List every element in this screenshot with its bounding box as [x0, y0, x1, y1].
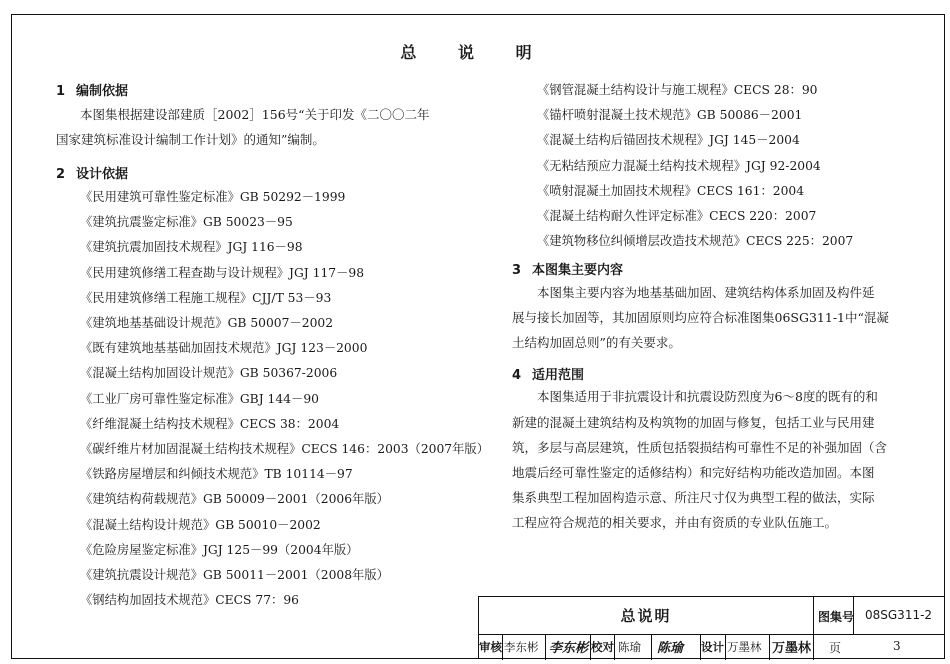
- title-block-divider: [479, 634, 945, 635]
- reference-item: 《建筑结构荷载规范》GB 50009－2001（2006年版）: [80, 492, 389, 507]
- checker-name: 陈瑜: [618, 640, 641, 654]
- atlas-number: 08SG311-2: [865, 608, 933, 622]
- title-block-vline: [769, 634, 770, 660]
- reference-item: 《混凝土结构耐久性评定标准》CECS 220：2007: [537, 209, 817, 223]
- reference-item: 《建筑物移位纠倾增层改造技术规范》CECS 225：2007: [537, 234, 854, 249]
- reviewer-signature: 李东彬: [549, 641, 589, 656]
- reference-item: 《建筑抗震加固技术规程》JGJ 116－98: [80, 240, 303, 255]
- page-number: 3: [893, 639, 901, 653]
- section-4-line-5: 集系典型工程加固构造示意、所注尺寸仅为典型工程的做法，实际: [512, 490, 875, 505]
- section-2-heading: 2 设计依据: [56, 167, 129, 182]
- page-title: 总 说 明: [400, 43, 550, 62]
- reference-item: 《纤维混凝土结构技术规程》CECS 38：2004: [80, 416, 340, 431]
- reference-item: 《建筑抗震设计规范》GB 50011－2001（2008年版）: [80, 568, 389, 582]
- reference-item: 《民用建筑可靠性鉴定标准》GB 50292－1999: [80, 190, 346, 204]
- reference-item: 《工业厂房可靠性鉴定标准》GBJ 144－90: [80, 391, 319, 406]
- reference-item: 《喷射混凝土加固技术规程》CECS 161：2004: [537, 183, 805, 198]
- reference-item: 《既有建筑地基基础加固技术规范》JGJ 123－2000: [80, 341, 368, 356]
- section-4-line-1: 本图集适用于非抗震设计和抗震设防烈度为6～8度的既有的和: [537, 389, 878, 404]
- section-4-heading: 4 适用范围: [512, 368, 585, 383]
- section-1-line-1: 本图集根据建设部建质［2002］156号“关于印发《二〇〇二年: [80, 107, 430, 122]
- title-block-vline: [651, 634, 652, 660]
- title-block-vline: [502, 634, 503, 660]
- designer-signature: 万墨林: [772, 641, 812, 656]
- page-label: 页: [829, 641, 842, 655]
- section-3-line-1: 本图集主要内容为地基基础加固、建筑结构体系加固及构件延: [537, 285, 875, 300]
- atlas-label: 图集号: [818, 610, 855, 624]
- reference-item: 《建筑抗震鉴定标准》GB 50023－95: [80, 215, 293, 230]
- section-3-heading: 3 本图集主要内容: [512, 263, 624, 278]
- review-label: 审核: [479, 640, 502, 654]
- reference-item: 《碳纤维片材加固混凝土结构技术规程》CECS 146：2003（2007年版）: [80, 442, 490, 456]
- section-4-line-2: 新建的混凝土建筑结构及构筑物的加固与修复，包括工业与民用建: [512, 415, 875, 430]
- section-4-line-6: 工程应符合规范的相关要求，并由有资质的专业队伍施工。: [512, 515, 838, 530]
- title-block-vline: [813, 597, 814, 660]
- reference-item: 《危险房屋鉴定标准》JGJ 125－99（2004年版）: [80, 542, 359, 557]
- reference-item: 《建筑地基基础设计规范》GB 50007－2002: [80, 316, 334, 330]
- design-label: 设计: [701, 640, 724, 654]
- checker-signature: 陈瑜: [657, 641, 684, 656]
- section-4-line-4: 地震后经可靠性鉴定的适修结构）和完好结构功能改造加固。本图: [512, 465, 875, 480]
- reference-item: 《无粘结预应力混凝土结构技术规程》JGJ 92-2004: [537, 158, 821, 173]
- reference-item: 《钢结构加固技术规范》CECS 77：96: [80, 593, 299, 608]
- reference-item: 《民用建筑修缮工程施工规程》CJJ/T 53－93: [80, 290, 332, 305]
- section-4-line-3: 筑，多层与高层建筑，性质包括裂损结构可靠性不足的补强加固（含: [512, 440, 888, 455]
- reference-item: 《铁路房屋增层和纠倾技术规范》TB 10114－97: [80, 467, 353, 482]
- title-block-vline: [725, 634, 726, 660]
- title-block-vline: [614, 634, 615, 660]
- reference-item: 《混凝土结构后锚固技术规程》JGJ 145－2004: [537, 133, 800, 148]
- section-1-line-2: 国家建筑标准设计编制工作计划》的通知”编制。: [56, 132, 325, 147]
- reviewer-name: 李东彬: [504, 640, 539, 654]
- title-block-vline: [545, 634, 546, 660]
- section-1-heading: 1 编制依据: [56, 84, 129, 99]
- title-block: [478, 596, 945, 659]
- reference-item: 《民用建筑修缮工程查勘与设计规程》JGJ 117－98: [80, 265, 365, 280]
- section-3-line-3: 土结构加固总则”的有关要求。: [512, 335, 681, 350]
- designer-name: 万墨林: [727, 640, 762, 654]
- section-3-line-2: 展与接长加固等，其加固原则均应符合标准图集06SG311-1中“混凝: [512, 310, 889, 325]
- reference-item: 《混凝土结构加固设计规范》GB 50367-2006: [80, 366, 338, 381]
- reference-item: 《钢管混凝土结构设计与施工规程》CECS 28：90: [537, 83, 818, 97]
- check-label: 校对: [591, 640, 614, 654]
- reference-item: 《锚杆喷射混凝土技术规范》GB 50086－2001: [537, 108, 803, 123]
- drawing-title: 总说明: [620, 607, 672, 625]
- reference-item: 《混凝土结构设计规范》GB 50010－2002: [80, 517, 321, 532]
